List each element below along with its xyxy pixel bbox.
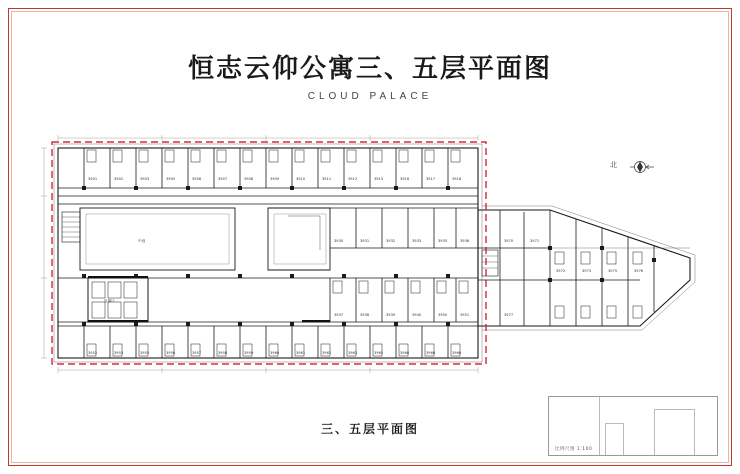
svg-text:3965: 3965 [374,351,384,355]
svg-text:3961: 3961 [296,351,306,355]
svg-text:3973: 3973 [582,269,592,273]
svg-text:3901: 3901 [88,177,98,181]
plan-caption: 三、五层平面图 [320,422,419,436]
svg-text:3976: 3976 [634,269,644,273]
svg-text:3951: 3951 [460,313,470,317]
svg-text:3931: 3931 [360,239,370,243]
highlight-outline [52,142,486,364]
svg-text:3915: 3915 [374,177,384,181]
svg-text:3955: 3955 [140,351,150,355]
legend-note: 比例尺图 1:100 [555,447,593,452]
svg-text:3962: 3962 [322,351,332,355]
svg-text:3936: 3936 [460,239,470,243]
svg-text:3957: 3957 [192,351,202,355]
svg-text:3963: 3963 [348,351,358,355]
svg-text:3908: 3908 [244,177,254,181]
svg-text:3911: 3911 [322,177,332,181]
svg-text:3918: 3918 [452,177,462,181]
svg-text:3971: 3971 [530,239,540,243]
svg-text:3977: 3977 [504,313,514,317]
legend-box [548,396,718,456]
svg-text:3959: 3959 [244,351,254,355]
svg-text:3905: 3905 [166,177,176,181]
svg-text:3912: 3912 [348,177,358,181]
svg-text:3932: 3932 [386,239,396,243]
svg-text:3958: 3958 [218,351,228,355]
svg-text:3937: 3937 [334,313,344,317]
svg-text:3952: 3952 [88,351,98,355]
svg-text:3933: 3933 [412,239,422,243]
svg-text:3972: 3972 [556,269,566,273]
svg-text:3939: 3939 [386,313,396,317]
floor-plan-svg [30,130,710,385]
title-block [0,52,740,102]
page-title: 恒志云仰公寓三、五层平面图 [187,54,552,84]
svg-text:3953: 3953 [114,351,124,355]
svg-text:3907: 3907 [218,177,228,181]
svg-text:3966: 3966 [426,351,436,355]
svg-text:3970: 3970 [504,239,514,243]
svg-text:3917: 3917 [426,177,436,181]
svg-text:3935: 3935 [438,239,448,243]
svg-text:3975: 3975 [608,269,618,273]
svg-text:中庭: 中庭 [138,239,146,243]
svg-text:3909: 3909 [270,177,280,181]
page-subtitle: CLOUD PALACE [307,91,433,102]
svg-text:3910: 3910 [296,177,306,181]
floor-plan-drawing [30,130,710,385]
svg-text:3966: 3966 [400,351,410,355]
svg-text:3916: 3916 [400,177,410,181]
svg-text:3956: 3956 [166,351,176,355]
svg-text:3950: 3950 [438,313,448,317]
svg-text:3966: 3966 [452,351,462,355]
svg-text:3930: 3930 [334,239,344,243]
compass-label: 北 [610,161,617,169]
svg-text:3902: 3902 [114,177,124,181]
svg-text:3940: 3940 [412,313,422,317]
svg-text:3903: 3903 [140,177,150,181]
svg-text:电梯厅: 电梯厅 [104,299,115,303]
svg-text:3960: 3960 [270,351,280,355]
svg-text:3938: 3938 [360,313,370,317]
svg-text:3906: 3906 [192,177,202,181]
